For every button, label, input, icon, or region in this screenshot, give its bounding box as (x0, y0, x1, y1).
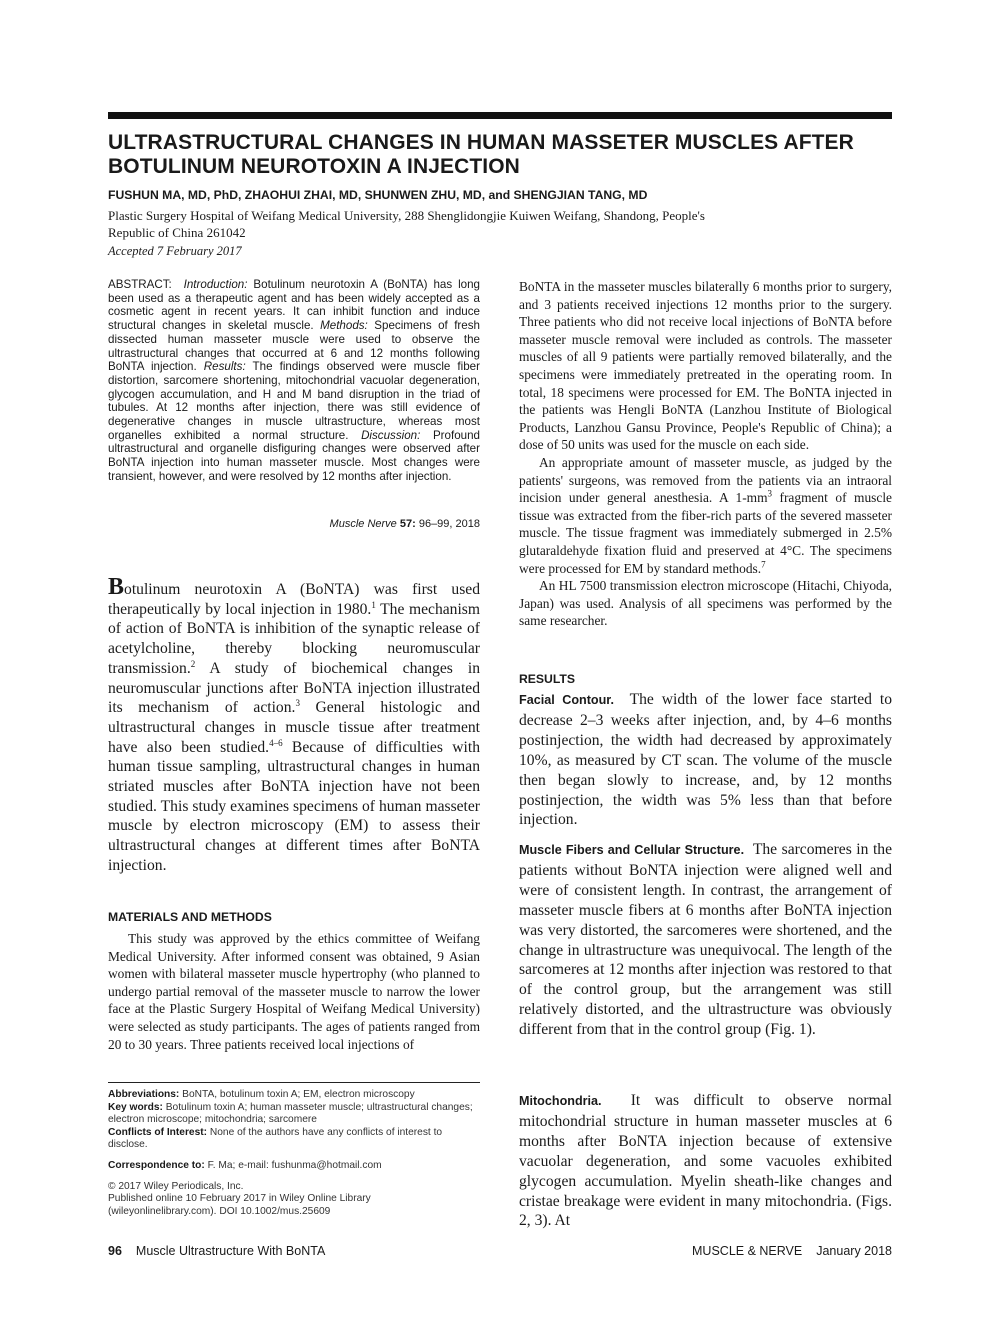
abstract-discussion-label: Discussion: (361, 428, 421, 442)
intro-text-4: General histologic and ultrastructural changes in muscle tissue after treatment have also been studied. (108, 699, 480, 756)
abbreviations-text: BoNTA, botulinum toxin A; EM, electron microscopy (182, 1089, 415, 1100)
issue-date: January 2018 (816, 1244, 892, 1258)
footnote-abbreviations (108, 1089, 480, 1102)
accepted-date: Accepted 7 February 2017 (108, 244, 242, 258)
abstract-discussion: Profound ultrastructural and organelle disfiguring changes were observed after BoNTA injection into human masseter muscle. Most changes were transient, however, and were resolved by 12 months after injection. (108, 428, 480, 483)
journal-name: MUSCLE & NERVE (692, 1244, 803, 1258)
intro-text-2: The mechanism of action of BoNTA is inhibition of the synaptic release of acetylcholine, thereby blocking neuromuscular transmission. (108, 600, 480, 677)
muscle-fibers-paragraph (519, 840, 892, 1040)
intro-text-1: otulinum neurotoxin A (BoNTA) was first used therapeutically by local injection in 1980. (108, 581, 480, 618)
microscope-paragraph: An HL 7500 transmission electron microscope (Hitachi, Chiyoda, Japan) was used. Analysis of all specimens was performed by the same researcher. (519, 578, 892, 629)
footnotes (108, 1089, 480, 1218)
intro-text-3: A study of biochemical changes in neuromuscular junctions after BoNTA injection illustrated its mechanism of action. (108, 659, 480, 717)
right-column-methods (519, 278, 892, 630)
methods-body (108, 930, 480, 1053)
abbreviations-label: Abbreviations: (108, 1089, 180, 1100)
mitochondria-text: It was difficult to observe normal mitochondrial structure in human masseter muscles at 6 months after BoNTA injection because of extensive vacuolar degeneration, and some vacuoles exhibited glycogen accumulation. Myelin sheath-like changes and cristae breakage were evident in many mitochondria. (Figs. 2, 3). At (519, 1092, 893, 1230)
methods-continued-paragraph: BoNTA in the masseter muscles bilaterally 6 months prior to surgery, and 3 patients received injections 12 months prior to the surgery. Three patients who did not receive local injections of BoNTA before masseter muscle removal were included as controls. The masseter muscles of all 9 patients were partially removed bilaterally, and the specimens were immediately pretreated in the operating room. In total, 18 specimens were processed for EM. The BoNTA injected in the patients was Hengli BoNTA (Lanzhou Institute of Biological Products, Lanzhou Gansu Province, People's Republic of China); a dose of 50 units was used for the muscle on each side. (519, 279, 892, 453)
ref-link[interactable]: 2 (190, 658, 196, 669)
citation-journal: Muscle Nerve (329, 518, 397, 530)
mitochondria-paragraph (519, 1091, 892, 1231)
muscle-fibers-label: Muscle Fibers and Cellular Structure. (519, 843, 745, 857)
facial-contour-paragraph (519, 690, 892, 830)
article-title: ULTRASTRUCTURAL CHANGES IN HUMAN MASSETER MUSCLES AFTER BOTULINUM NEUROTOXIN A INJECTION (108, 131, 854, 178)
facial-contour-label: Facial Contour. (519, 693, 614, 707)
footnote-keywords (108, 1102, 480, 1127)
mitochondria-label: Mitochondria. (519, 1094, 602, 1108)
intro-text-5: Because of difficulties with human tissue sampling, ultrastructural changes in human striated muscles after BoNTA injection have not been studied. This study examines specimens of human masseter muscle by electron microscopy (EM) to assess their ultrastructural changes at different times after BoNTA injection. (108, 738, 480, 874)
tissue-text-a: An appropriate amount of masseter muscle, as judged by the patients' surgeons, was removed from the patients via an intraoral incision under general anesthesia. A 1-mm (519, 454, 892, 506)
facial-contour-text: The width of the lower face started to decrease 2–3 weeks after injection, and, by 4–6 months postinjection, the width had decreased by approximately 10%, as measured by CT scan. The volume of the muscle then began slowly to increase, and, by 12 months postinjection, the width was 5% less than that before injection. (519, 691, 893, 829)
keywords-label: Key words: (108, 1101, 163, 1113)
citation-pages: 96–99, 2018 (418, 518, 480, 530)
methods-heading: MATERIALS AND METHODS (108, 910, 272, 924)
title-rule (108, 112, 892, 119)
footnote-divider (108, 1082, 480, 1083)
abstract-results-label: Results: (203, 360, 246, 374)
running-title: Muscle Ultrastructure With BoNTA (135, 1244, 326, 1258)
abstract-methods: Specimens of fresh dissected human masseter muscle were used to observe the ultrastructural changes that occurred at 6 and 12 months following BoNTA injection. (108, 319, 480, 374)
cubed-superscript: 3 (767, 488, 772, 499)
tissue-text-b: fragment of muscle tissue was extracted from the fiber-rich parts of the severed masseter muscle. The tissue fragment was immediately submerged in 2.5% glutaraldehyde fixation fluid and preserved at 4°C. The specimens were processed for EM by standard methods. (519, 490, 892, 576)
published-line: Published online 10 February 2017 in Wiley Online Library (wileyonlinelibrary.com). DOI 10.1002/mus.25609 (108, 1193, 371, 1217)
muscle-fibers-text: The sarcomeres in the patients without BoNTA injection were aligned well and were of consistent length. In contrast, the arrangement of masseter muscle fibers at 6 months after BoNTA injection was very distorted, the sarcomeres were shortened, and the change in ultrastructure was unequivocal. The length of the sarcomeres at 12 months after injection was restored to that of the control group, but the arrangement was still relatively distorted, and the ultrastructure was obviously different from that in the control group (Fig. 1). (519, 841, 892, 1039)
footnote-correspondence (108, 1160, 480, 1173)
running-footer-left (108, 1244, 325, 1258)
methods-paragraph: This study was approved by the ethics committee of Weifang Medical University. After informed consent was obtained, 9 Asian women with bilateral masseter muscle hypertrophy (who planned to undergo partial removal of the masseter muscle to narrow the lower face at the Plastic Surgery Hospital of Weifang Medical University) were selected as study participants. The ages of patients ranged from 20 to 30 years. Three patients received local injections of (108, 931, 480, 1052)
correspondence-text: F. Ma; e-mail: fushunma@hotmail.com (207, 1159, 382, 1171)
ref-link[interactable]: 4–6 (269, 737, 283, 748)
ref-link[interactable]: 1 (371, 599, 376, 610)
abstract-label: ABSTRACT: (108, 278, 172, 291)
correspondence-label: Correspondence to: (108, 1159, 205, 1171)
results-heading: RESULTS (519, 672, 575, 686)
tissue-paragraph (519, 454, 892, 577)
affiliation: Plastic Surgery Hospital of Weifang Medical University, 288 Shenglidongjie Kuiwen Weifang, Shandong, People's Republic of China 261042 (108, 208, 705, 240)
author-list: FUSHUN MA, MD, PhD, ZHAOHUI ZHAI, MD, SHUNWEN ZHU, MD, and SHENGJIAN TANG, MD (108, 188, 648, 202)
introduction-paragraph (108, 574, 480, 876)
conflicts-text: None of the authors have any conflicts of interest to disclose. (108, 1126, 443, 1151)
ref-link[interactable]: 3 (295, 698, 300, 709)
copyright-line: © 2017 Wiley Periodicals, Inc. (108, 1180, 244, 1192)
citation-volume: 57: (399, 518, 416, 530)
abstract-intro-label: Introduction: (183, 278, 248, 291)
page-number: 96 (108, 1244, 122, 1258)
running-footer-right (692, 1244, 892, 1258)
abstract-intro: Botulinum neurotoxin A (BoNTA) has long been used as a therapeutic agent and has been widely accepted as a cosmetic agent in recent years. It can inhibit function and induce structural changes in skeletal muscle. (108, 278, 480, 333)
abstract-methods-label: Methods: (320, 319, 368, 333)
abstract-results: The findings observed were muscle fiber distortion, sarcomere shortening, mitochondrial vacuolar degeneration, glycogen accumulation, and H and M band disruption in the triad of tubules. At 12 months after injection, there was still evidence of degenerative changes in muscle ultrastructure, whereas most organelles exhibited a normal structure. (108, 360, 480, 442)
conflicts-label: Conflicts of Interest: (108, 1126, 208, 1138)
ref-link[interactable]: 7 (761, 559, 766, 570)
keywords-text: Botulinum toxin A; human masseter muscle; ultrastructural changes; electron microscope; mitochondria; sarcomere (108, 1101, 473, 1126)
abstract (108, 278, 480, 484)
abstract-citation (108, 518, 480, 530)
footnote-conflicts (108, 1127, 480, 1152)
drop-cap: B (108, 574, 125, 600)
